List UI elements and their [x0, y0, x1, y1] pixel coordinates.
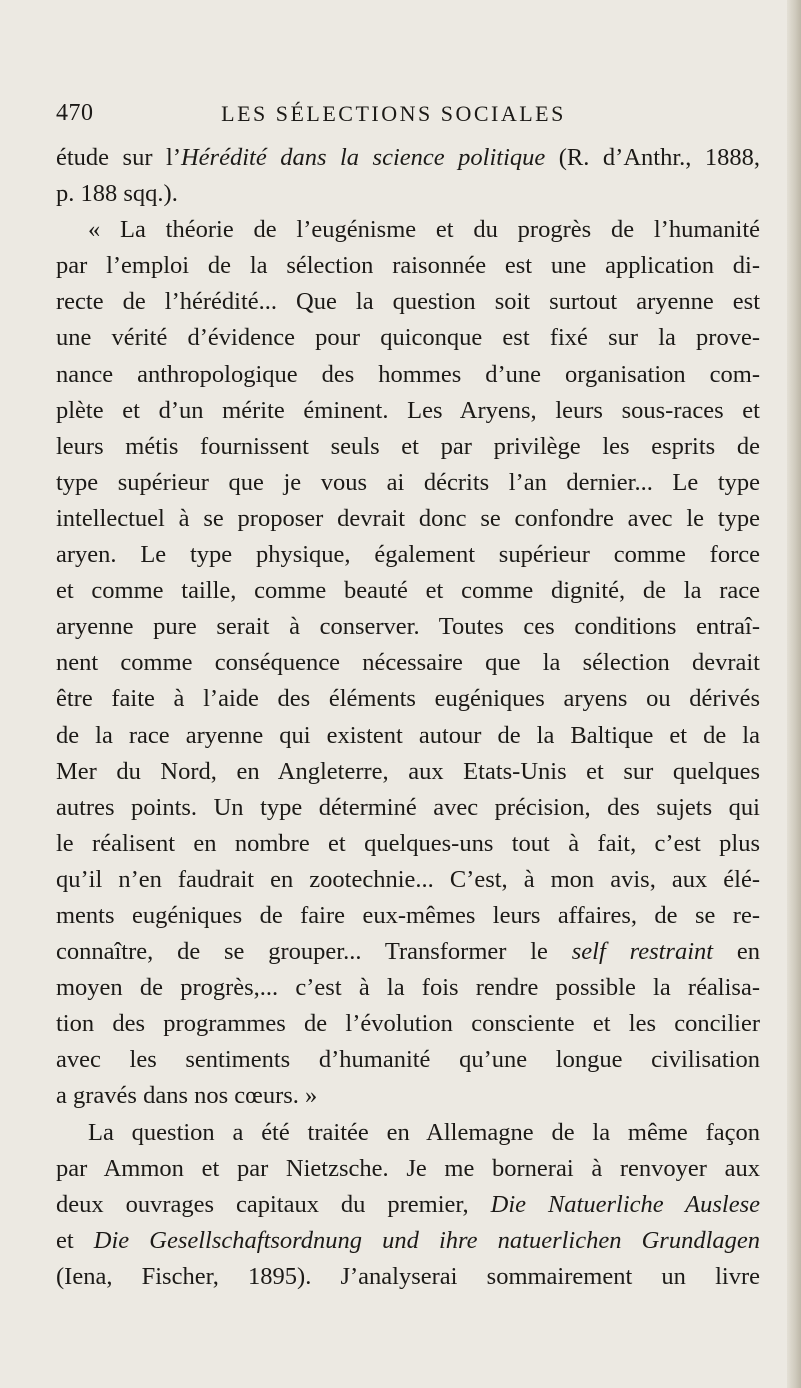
text-segment: moyen de progrès,... c’est à la fois rendre possible la réalisa-: [56, 974, 760, 1002]
text-segment: étude sur l’: [56, 144, 181, 171]
italic-title: self restraint: [571, 938, 714, 966]
text-segment: tion des programmes de l’évolution consciente et les concilier: [56, 1010, 760, 1038]
italic-title: Die Natuerliche Auslese: [490, 1190, 760, 1218]
text-segment: aryenne pure serait à conserver. Toutes ces conditions entraî-: [56, 613, 760, 641]
text-segment: « La théorie de l’eugénisme et du progrès de l’humanité: [88, 216, 760, 244]
text-line: [56, 609, 760, 645]
text-line: [56, 1187, 760, 1223]
text-segment: le réalisent en nombre et quelques-uns tout à fait, c’est plus: [56, 829, 760, 857]
text-line: [56, 790, 760, 826]
text-segment: et comme taille, comme beauté et comme dignité, de la race: [56, 577, 760, 605]
text-line: [56, 176, 760, 212]
text-line: [56, 1078, 760, 1114]
running-head: [0, 100, 787, 136]
text-line: [56, 754, 760, 790]
text-segment: intellectuel à se proposer devrait donc se confondre avec le type: [56, 504, 760, 532]
text-segment: p. 188 sqq.).: [56, 180, 178, 208]
text-line: [56, 284, 760, 320]
text-line: [56, 645, 760, 681]
text-line: [56, 140, 760, 176]
running-title: LES SÉLECTIONS SOCIALES: [221, 101, 566, 126]
body-text: [56, 140, 760, 1295]
text-segment: qu’il n’en faudrait en zootechnie... C’est, à mon avis, aux élé-: [56, 865, 760, 893]
italic-title: Die Gesellschaftsordnung und ihre natuerlichen Grundlagen: [93, 1226, 760, 1254]
text-segment: une vérité d’évidence pour quiconque est fixé sur la prove-: [56, 324, 760, 352]
text-segment: plète et d’un mérite éminent. Les Aryens, leurs sous-races et: [56, 396, 760, 424]
text-line: [56, 212, 760, 248]
text-segment: a gravés dans nos cœurs. »: [56, 1082, 318, 1110]
text-line: [56, 898, 760, 934]
text-line: [56, 357, 760, 393]
text-line: [56, 1006, 760, 1042]
text-segment: aryen. Le type physique, également supérieur comme force: [56, 541, 760, 569]
text-line: [56, 429, 760, 465]
text-line: [56, 465, 760, 501]
text-line: [56, 826, 760, 862]
text-line: [56, 1151, 760, 1187]
text-line: [56, 1115, 760, 1151]
text-segment: ments eugéniques de faire eux-mêmes leurs affaires, de se re-: [56, 901, 760, 929]
text-line: [56, 248, 760, 284]
text-segment: La question a été traitée en Allemagne de la même façon: [88, 1118, 760, 1146]
text-line: [56, 681, 760, 717]
text-line: [56, 573, 760, 609]
text-segment: de la race aryenne qui existent autour de la Baltique et de la: [56, 721, 760, 749]
page-edge: [787, 0, 801, 1388]
text-segment: par Ammon et par Nietzsche. Je me bornerai à renvoyer aux: [56, 1154, 760, 1182]
italic-title: Hérédité dans la science politique: [180, 144, 546, 171]
text-segment: par l’emploi de la sélection raisonnée est une application di-: [56, 252, 760, 280]
text-segment: et: [56, 1226, 94, 1254]
text-segment: nance anthropologique des hommes d’une organisation com-: [56, 360, 760, 388]
text-line: [56, 1042, 760, 1078]
text-line: [56, 1259, 760, 1295]
text-line: [56, 501, 760, 537]
text-segment: en: [713, 938, 761, 966]
text-segment: (Iena, Fischer, 1895). J’analyserai sommairement un livre: [56, 1262, 760, 1290]
text-segment: recte de l’hérédité... Que la question soit surtout aryenne est: [56, 288, 760, 316]
text-line: [56, 320, 760, 356]
text-segment: être faite à l’aide des éléments eugéniques aryens ou dérivés: [56, 685, 760, 713]
text-segment: type supérieur que je vous ai décrits l’an dernier... Le type: [56, 468, 760, 496]
text-line: [56, 718, 760, 754]
page-number: 470: [56, 100, 94, 126]
text-line: [56, 393, 760, 429]
text-segment: (R. d’Anthr., 1888,: [545, 144, 761, 171]
text-line: [56, 934, 760, 970]
text-segment: connaître, de se grouper... Transformer le: [56, 938, 572, 966]
text-segment: deux ouvrages capitaux du premier,: [56, 1190, 491, 1218]
text-line: [56, 1223, 760, 1259]
text-segment: leurs métis fournissent seuls et par privilège les esprits de: [56, 432, 760, 460]
text-segment: nent comme conséquence nécessaire que la sélection devrait: [56, 649, 760, 677]
text-line: [56, 537, 760, 573]
text-segment: Mer du Nord, en Angleterre, aux Etats-Unis et sur quelques: [56, 757, 760, 785]
text-segment: avec les sentiments d’humanité qu’une longue civilisation: [56, 1046, 760, 1074]
text-line: [56, 970, 760, 1006]
text-line: [56, 862, 760, 898]
text-segment: autres points. Un type déterminé avec précision, des sujets qui: [56, 793, 760, 821]
